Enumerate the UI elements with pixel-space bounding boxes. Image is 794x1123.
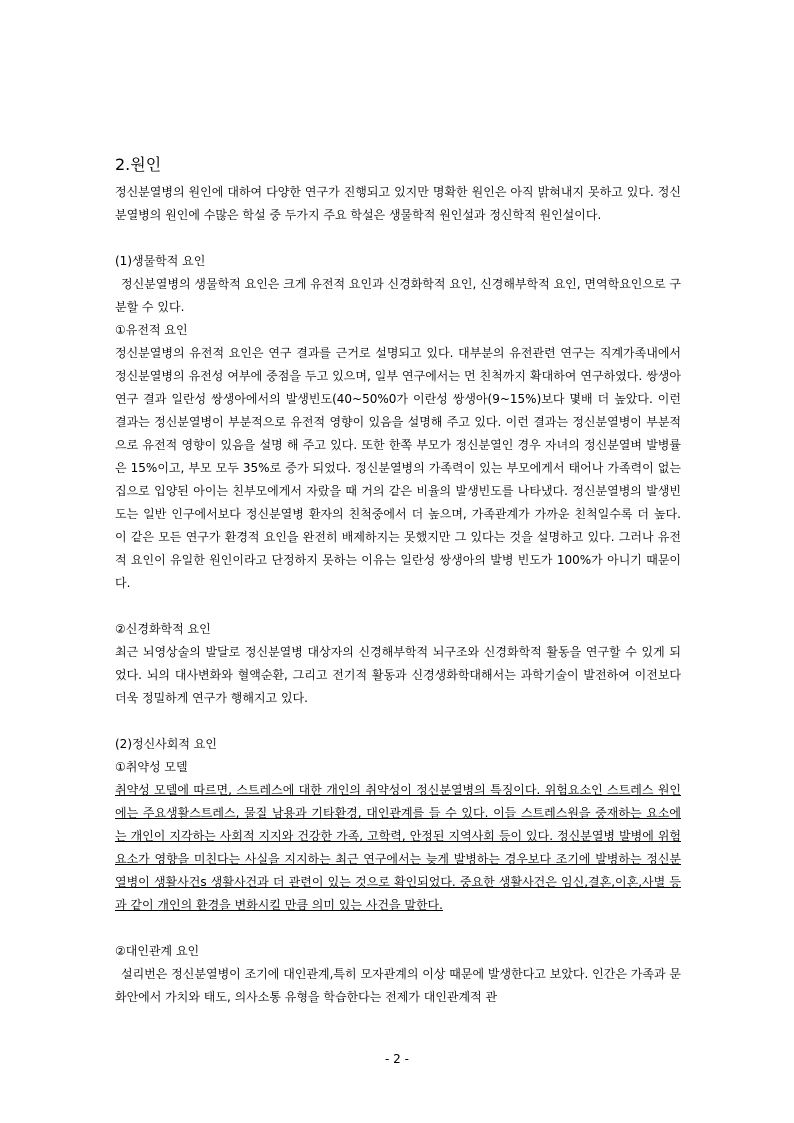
psycho-heading: (2)정신사회적 요인: [115, 737, 217, 751]
vulnerability-paragraph: 취약성 모델에 따르면, 스트레스에 대한 개인의 취약성이 정신분열병의 특징이다. 위험요소인 스트레스 원인에는 주요생활스트레스, 물질 남용과 기타환경, 대인관계를 들 수 있다. 이들 스트레스원을 중재하는 요소에는 개인이 지각하는 사회적 지지와 건강한 가족, 고학력, 안정된 지역사회 등이 있다. 정신분열병 발병에 위험요소가 영향을 미친다는 사실을 지지하는 최근 연구에서는 늦게 발병하는 경우보다 조기에 발병하는 정신분열병이 생활사건s 생활사건과 더 관련이 있는 것으로 확인되었다. 중요한 생활사건은 임신,결혼,이혼,사별 등과 같이 개인의 환경을 변화시킬 만큼 의미 있는 사건을 말한다.: [115, 783, 681, 912]
spacer: [115, 227, 681, 250]
genetic-heading: ①유전적 요인: [115, 323, 188, 337]
document-body: [115, 152, 681, 1009]
interpersonal-heading: ②대인관계 요인: [115, 944, 200, 958]
spacer: [115, 595, 681, 618]
interpersonal-paragraph: 설리번은 정신분열병이 조기에 대인관계,특히 모자관계의 이상 때문에 발생한다고 보았다. 인간은 가족과 문화안에서 가치와 태도, 의사소통 유형을 학습한다는 전제가 대인관계적 관: [115, 967, 681, 1004]
bio-heading: (1)생물학적 요인: [115, 254, 206, 268]
neuro-paragraph: 최근 뇌영상술의 발달로 정신분열병 대상자의 신경해부학적 뇌구조와 신경화학적 활동을 연구할 수 있게 되었다. 뇌의 대사변화와 혈액순환, 그리고 전기적 활동과 신경생화학대해서는 과학기술이 발전하여 이전보다 더욱 정밀하게 연구가 행해지고 있다.: [115, 645, 681, 705]
vulnerability-heading: ①취약성 모델: [115, 760, 188, 774]
intro-paragraph: 정신분열병의 원인에 대하여 다양한 연구가 진행되고 있지만 명확한 원인은 아직 밝혀내지 못하고 있다. 정신분열병의 원인에 수많은 학설 중 두가지 주요 학설은 생물학적 원인설과 정신학적 원인설이다.: [115, 185, 681, 222]
neuro-heading: ②신경화학적 요인: [115, 622, 211, 636]
bio-paragraph: 정신분열병의 생물학적 요인은 크게 유전적 요인과 신경화학적 요인, 신경해부학적 요인, 면역학요인으로 구분할 수 있다.: [115, 277, 681, 314]
page-number: - 2 -: [385, 1052, 409, 1066]
spacer: [115, 917, 681, 940]
genetic-paragraph: 정신분열병의 유전적 요인은 연구 결과를 근거로 설명되고 있다. 대부분의 유전관련 연구는 직계가족내에서 정신분열병의 유전성 여부에 중점을 두고 있으며, 일부 연구에서는 먼 친척까지 확대하여 연구하였다. 쌍생아 연구 결과 일란성 쌍생아에서의 발생빈도(40~50%0가 이란성 쌍생아(9~15%)보다 몇배 더 높았다. 이런 결과는 정신분열병이 부분적으로 유전적 영향이 있음을 설명해 주고 있다. 이런 결과는 정신분열병이 부분적으로 유전적 영향이 있음을 설명 해 주고 있다. 또한 한쪽 부모가 정신분열인 경우 자녀의 정신분열벼 발병률은 15%이고, 부모 모두 35%로 증가 되었다. 정신분열병의 가족력이 있는 부모에게서 태어나 가족력이 없는 집으로 입양된 아이는 친부모에게서 자랐을 때 거의 같은 비율의 발생빈도를 나타냈다. 정신분열병의 발생빈도는 일반 인구에서보다 정신분열병 환자의 친척중에서 더 높으며, 가족관계가 가까운 친척일수록 더 높다. 이 같은 모든 연구가 환경적 요인을 완전히 배제하지는 못했지만 그 있다는 것을 설명하고 있다. 그러나 유전적 요인이 유일한 원인이라고 단정하지 못하는 이유는 일란성 쌍생아의 발병 빈도가 100%가 아니기 때문이다.: [115, 346, 681, 590]
spacer: [115, 710, 681, 733]
section-heading: 2.원인: [115, 155, 162, 174]
